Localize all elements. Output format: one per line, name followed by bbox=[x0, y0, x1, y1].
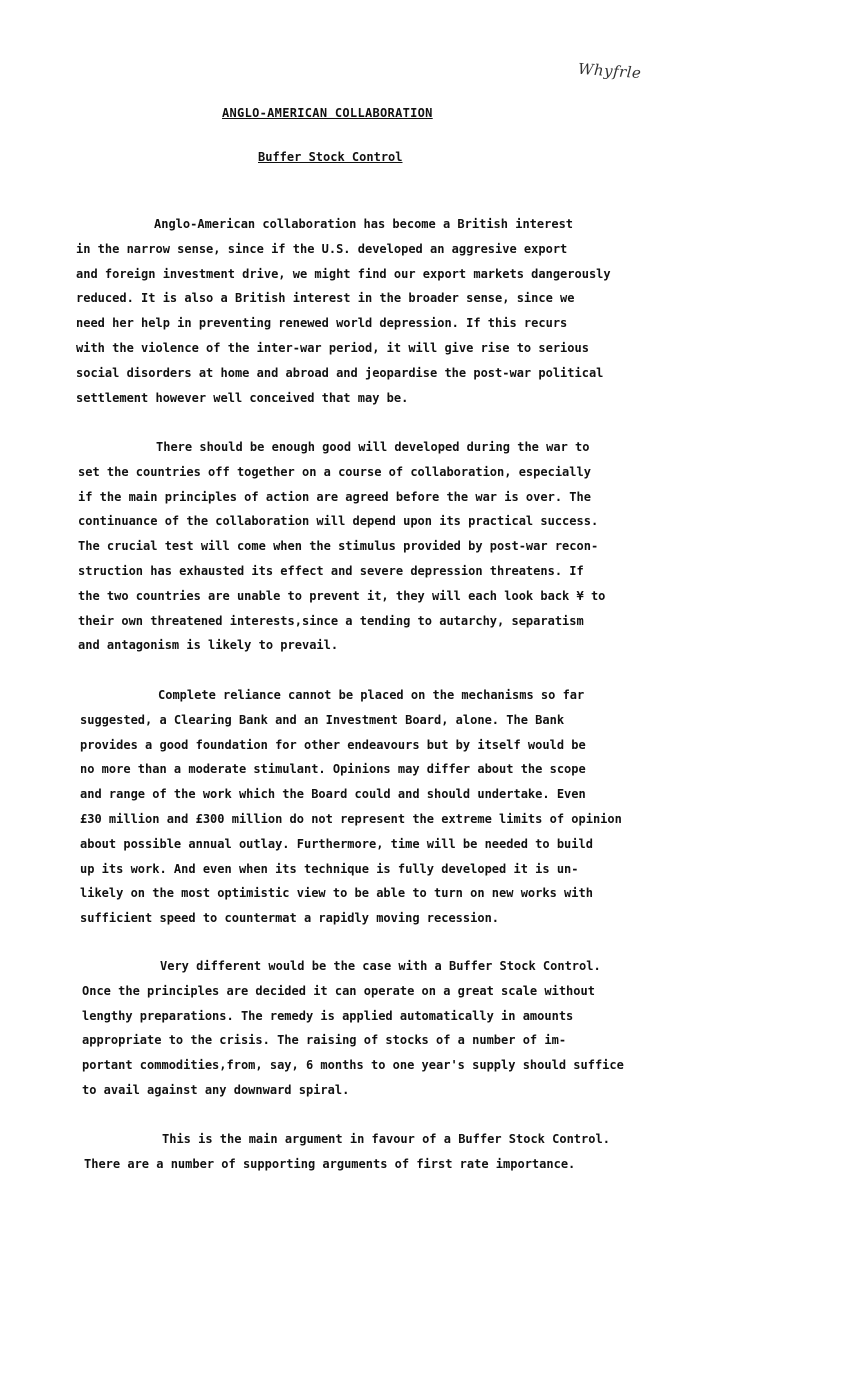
paragraph-4 bbox=[82, 954, 782, 1103]
document-subtitle: Buffer Stock Control bbox=[258, 150, 403, 164]
paragraph-5 bbox=[84, 1127, 784, 1177]
paragraph-line: settlement however well conceived that may be. bbox=[76, 390, 409, 405]
document-title: ANGLO-AMERICAN COLLABORATION bbox=[222, 106, 433, 120]
paragraph-line: and range of the work which the Board could and should undertake. Even bbox=[80, 787, 586, 802]
paragraph-line: in the narrow sense, since if the U.S. developed an aggresive export bbox=[76, 241, 568, 256]
paragraph-line: to avail against any downward spiral. bbox=[82, 1082, 350, 1097]
paragraph-line: reduced. It is also a British interest in the broader sense, since we bbox=[76, 291, 575, 306]
paragraph-line: £30 million and £300 million do not represent the extreme limits of opinion bbox=[80, 811, 622, 826]
paragraph-line: sufficient speed to countermat a rapidly moving recession. bbox=[80, 911, 500, 926]
paragraph-line: if the main principles of action are agreed before the war is over. The bbox=[78, 489, 591, 504]
paragraph-line: no more than a moderate stimulant. Opinions may differ about the scope bbox=[80, 762, 586, 777]
paragraph-line: appropriate to the crisis. The raising of stocks of a number of im- bbox=[82, 1033, 567, 1048]
paragraph-line: about possible annual outlay. Furthermore, time will be needed to build bbox=[80, 836, 593, 851]
paragraph-line: There should be enough good will developed during the war to bbox=[156, 440, 590, 454]
paragraph-line: likely on the most optimistic view to be able to turn on new works with bbox=[80, 886, 593, 901]
paragraph-line: Very different would be the case with a Buffer Stock Control. bbox=[160, 959, 601, 973]
paragraph-line: There are a number of supporting arguments of first rate importance. bbox=[84, 1156, 576, 1171]
paragraph-line: and foreign investment drive, we might find our export markets dangerously bbox=[76, 266, 611, 281]
paragraph-line: struction has exhausted its effect and severe depression threatens. If bbox=[78, 563, 584, 578]
paragraph-line: social disorders at home and abroad and jeopardise the post-war political bbox=[76, 365, 604, 380]
paragraph-line: Once the principles are decided it can operate on a great scale without bbox=[82, 983, 595, 998]
paragraph-2 bbox=[78, 435, 778, 658]
paragraph-line: The crucial test will come when the stimulus provided by post-war recon- bbox=[78, 539, 599, 554]
paragraph-line: provides a good foundation for other endeavours but by itself would be bbox=[80, 737, 586, 752]
paragraph-line: need her help in preventing renewed world depression. If this recurs bbox=[76, 316, 568, 331]
paragraph-line: portant commodities,from, say, 6 months to one year's supply should suffice bbox=[82, 1058, 624, 1073]
paragraph-line: suggested, a Clearing Bank and an Investment Board, alone. The Bank bbox=[80, 712, 565, 727]
paragraph-1 bbox=[76, 212, 776, 410]
paragraph-line: This is the main argument in favour of a Buffer Stock Control. bbox=[162, 1132, 610, 1146]
paragraph-line: and antagonism is likely to prevail. bbox=[78, 638, 339, 653]
paragraph-line: their own threatened interests,since a tending to autarchy, separatism bbox=[78, 613, 584, 628]
paragraph-line: the two countries are unable to prevent it, they will each look back ¥ to bbox=[78, 588, 606, 603]
handwritten-annotation: Whyfrle bbox=[577, 59, 643, 83]
paragraph-line: lengthy preparations. The remedy is applied automatically in amounts bbox=[82, 1008, 574, 1023]
paragraph-line: set the countries off together on a course of collaboration, especially bbox=[78, 464, 591, 479]
paragraph-line: with the violence of the inter-war period, it will give rise to serious bbox=[76, 340, 589, 355]
paragraph-line: up its work. And even when its technique is fully developed it is un- bbox=[80, 861, 579, 876]
paragraph-line: continuance of the collaboration will depend upon its practical success. bbox=[78, 514, 599, 529]
paragraph-line: Complete reliance cannot be placed on the mechanisms so far bbox=[158, 688, 585, 702]
paragraph-3 bbox=[80, 683, 780, 931]
paragraph-line: Anglo-American collaboration has become a British interest bbox=[154, 217, 574, 231]
